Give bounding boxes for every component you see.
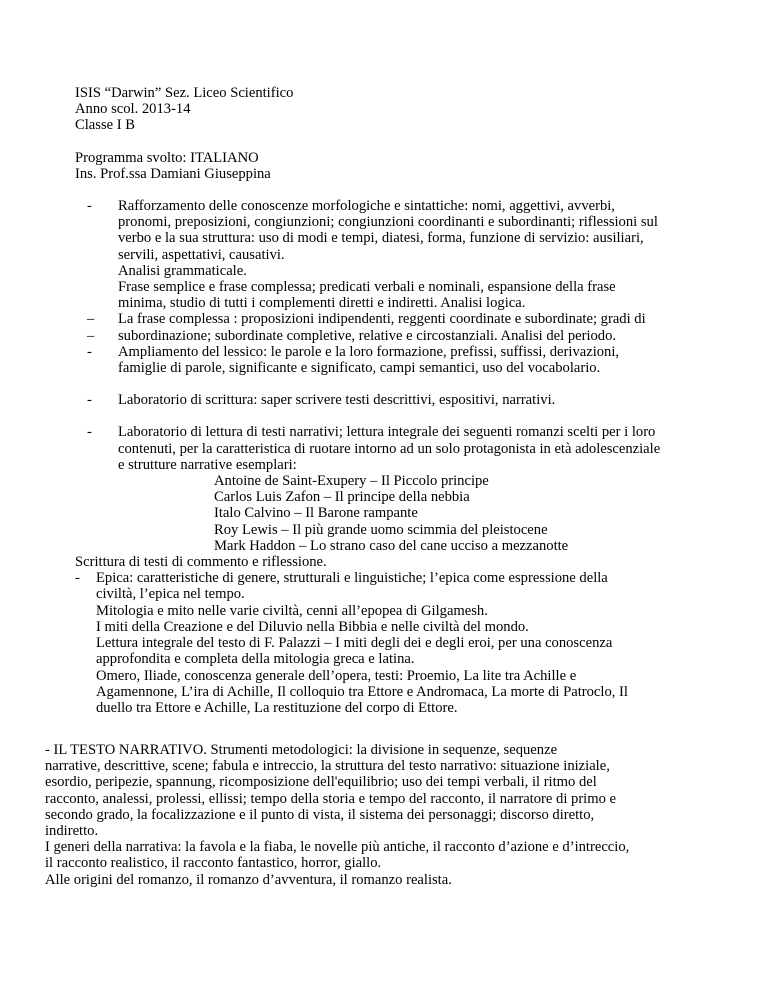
text-line: indiretto. xyxy=(45,823,99,840)
text-line: verbo e la sua struttura: uso di modi e tempi, diatesi, forma, funzione di servizio: ausiliari, xyxy=(118,230,644,247)
commento-line: Scrittura di testi di commento e riflessione. xyxy=(75,554,327,571)
text-line: Mitologia e mito nelle varie civiltà, cenni all’epopea di Gilgamesh. xyxy=(96,602,488,619)
text-line: esordio, peripezie, spannung, ricomposizione dell'equilibrio; uso dei tempi verbali, il ritmo del xyxy=(45,774,597,791)
epica-body xyxy=(75,586,735,716)
text-line: narrative, descrittive, scene; fabula e intreccio, la struttura del testo narrativo: situazione iniziale, xyxy=(45,758,610,775)
list-item-subordinazione xyxy=(75,328,735,344)
book-item: Italo Calvino – Il Barone rampante xyxy=(214,505,418,522)
text-line: I generi della narrativa: la favola e la fiaba, le novelle più antiche, il racconto d’azione e d’intreccio, xyxy=(45,839,630,856)
text-line: Laboratorio di scrittura: saper scrivere testi descrittivi, espositivi, narrativi. xyxy=(118,392,556,409)
text-line: Lettura integrale del testo di F. Palazzi – I miti degli dei e degli eroi, per una conoscenza xyxy=(96,635,613,652)
list-item-lettura xyxy=(75,424,735,473)
text-line: secondo grado, la focalizzazione e il punto di vista, il sistema dei personaggi; discorso diretto, xyxy=(45,806,595,823)
book-item: Carlos Luis Zafon – Il principe della nebbia xyxy=(214,489,470,506)
bullet-dash: – xyxy=(87,327,95,344)
text-line: il racconto realistico, il racconto fantastico, horror, giallo. xyxy=(45,855,382,872)
text-line: I miti della Creazione e del Diluvio nella Bibbia e nelle civiltà del mondo. xyxy=(96,618,529,635)
list-item-grammatica xyxy=(75,198,735,311)
text-line: Omero, Iliade, conoscenza generale dell’opera, testi: Proemio, La lite tra Achille e xyxy=(96,667,577,684)
list-item-frase-complessa xyxy=(75,311,735,327)
bullet-hyphen: - xyxy=(87,198,92,215)
book-item: Antoine de Saint-Exupery – Il Piccolo principe xyxy=(214,473,489,490)
book-item: Mark Haddon – Lo strano caso del cane ucciso a mezzanotte xyxy=(214,537,569,554)
text-line: approfondita e completa della mitologia greca e latina. xyxy=(96,651,415,668)
text-line: Laboratorio di lettura di testi narrativi; lettura integrale dei seguenti romanzi scelti per i loro xyxy=(118,424,656,441)
teacher-name: Ins. Prof.ssa Damiani Giuseppina xyxy=(75,165,271,182)
text-line: Agamennone, L’ira di Achille, Il colloquio tra Ettore e Andromaca, La morte di Patroclo, Il xyxy=(96,683,628,700)
text-line: pronomi, preposizioni, congiunzioni; congiunzioni coordinanti e subordinanti; riflessioni sul xyxy=(118,214,658,231)
document-page xyxy=(75,85,735,716)
text-line: famiglie di parole, significante e significato, campi semantici, uso del vocabolario. xyxy=(118,360,601,377)
text-line: - IL TESTO NARRATIVO. Strumenti metodologici: la divisione in sequenze, sequenze xyxy=(45,742,558,758)
list-item-lessico xyxy=(75,344,735,376)
book-item: Roy Lewis – Il più grande uomo scimmia del pleistocene xyxy=(214,521,548,538)
narrativo-section xyxy=(45,742,745,888)
text-line: Epica: caratteristiche di genere, strutturali e linguistiche; l’epica come espressione della xyxy=(96,570,608,587)
text-line: civiltà, l’epica nel tempo. xyxy=(96,586,245,603)
text-line: contenuti, per la caratteristica di ruotare intorno ad un solo protagonista in età adolescenziale xyxy=(118,440,661,457)
school-name: ISIS “Darwin” Sez. Liceo Scientifico xyxy=(75,85,294,101)
text-line: Frase semplice e frase complessa; predicati verbali e nominali, espansione della frase xyxy=(118,279,616,296)
book-list xyxy=(75,473,735,554)
text-line: subordinazione; subordinate completive, relative e circostanziali. Analisi del periodo. xyxy=(118,327,617,344)
text-line: e strutture narrative esemplari: xyxy=(118,456,297,473)
text-line: Analisi grammaticale. xyxy=(118,262,247,279)
text-line: racconto, analessi, prolessi, ellissi; tempo della storia e tempo del racconto, il narratore di primo e xyxy=(45,790,617,807)
bullet-hyphen: - xyxy=(87,392,92,409)
text-line: Rafforzamento delle conoscenze morfologiche e sintattiche: nomi, aggettivi, avverbi, xyxy=(118,198,615,215)
text-line: servili, aspettativi, causativi. xyxy=(118,246,285,263)
text-line: minima, studio di tutti i complementi diretti e indiretti. Analisi logica. xyxy=(118,295,526,312)
list-item-scrittura xyxy=(75,392,735,408)
program-title: Programma svolto: ITALIANO xyxy=(75,149,259,166)
list-item-epica xyxy=(75,570,735,586)
bullet-hyphen: - xyxy=(75,570,80,587)
text-line: Alle origini del romanzo, il romanzo d’avventura, il romanzo realista. xyxy=(45,871,452,888)
school-header xyxy=(75,85,735,134)
program-header xyxy=(75,150,735,182)
class-name: Classe I B xyxy=(75,117,135,134)
bullet-dash: – xyxy=(87,311,95,328)
text-line: Ampliamento del lessico: le parole e la loro formazione, prefissi, suffissi, derivazioni, xyxy=(118,343,620,360)
school-year: Anno scol. 2013-14 xyxy=(75,101,191,118)
text-line: duello tra Ettore e Achille, La restituzione del corpo di Ettore. xyxy=(96,699,458,716)
bullet-hyphen: - xyxy=(87,424,92,441)
text-line: La frase complessa : proposizioni indipendenti, reggenti coordinate e subordinate; gradi di xyxy=(118,311,646,328)
bullet-hyphen: - xyxy=(87,343,92,360)
